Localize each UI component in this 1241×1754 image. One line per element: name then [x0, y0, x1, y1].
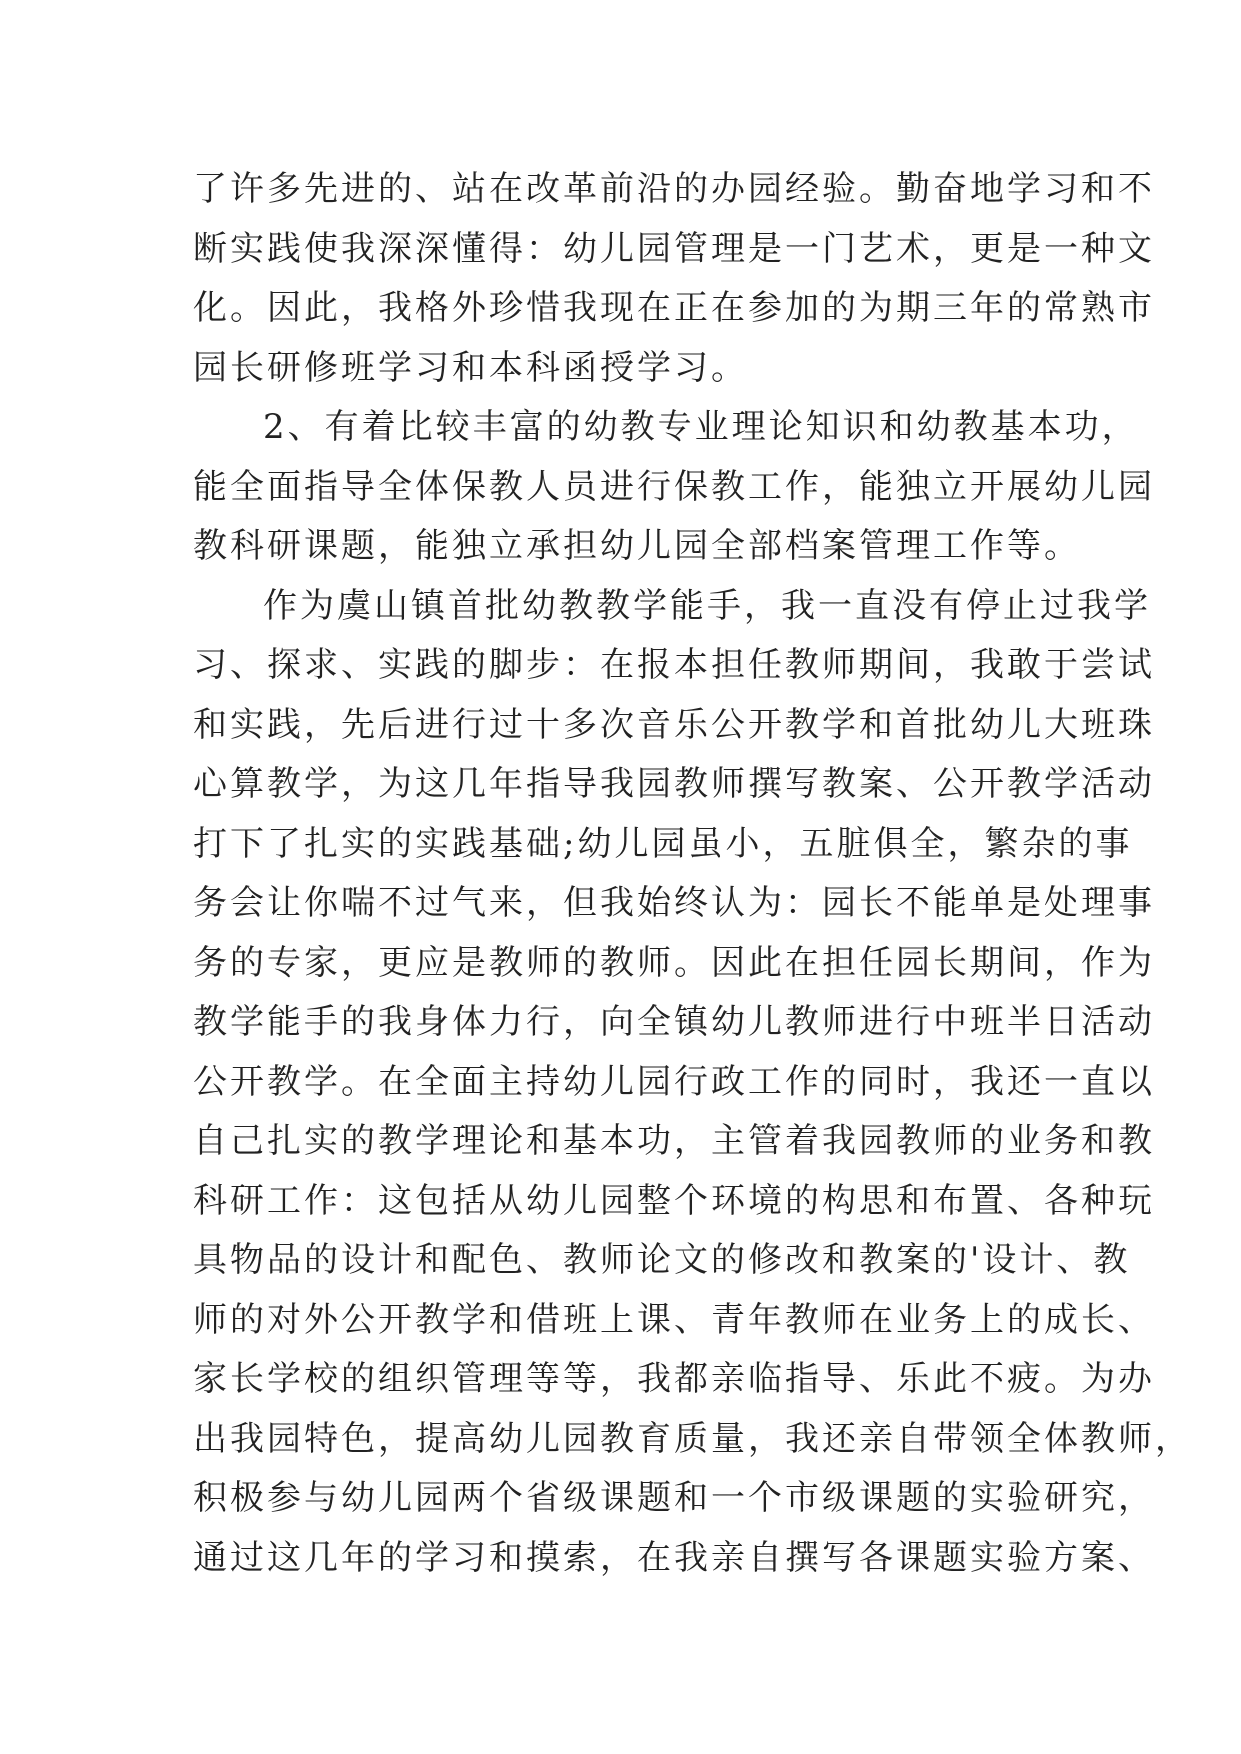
- text-line: 能全面指导全体保教人员进行保教工作，能独立开展幼儿园: [193, 466, 1155, 507]
- text-line: 作为虞山镇首批幼教教学能手，我一直没有停止过我学: [263, 585, 1151, 626]
- text-line: 断实践使我深深懂得：幼儿园管理是一门艺术，更是一种文: [193, 228, 1155, 269]
- text-line: 积极参与幼儿园两个省级课题和一个市级课题的实验研究，: [193, 1478, 1155, 1518]
- text-line: 具物品的设计和配色、教师论文的修改和教案的'设计、教: [193, 1240, 1131, 1280]
- text-line: 园长研修班学习和本科函授学习。: [193, 347, 748, 388]
- text-line: 通过这几年的学习和摸索，在我亲自撰写各课题实验方案、: [193, 1537, 1155, 1578]
- text-line: 出我园特色，提高幼儿园教育质量，我还亲自带领全体教师，: [193, 1418, 1192, 1459]
- text-line: 教学能手的我身体力行，向全镇幼儿教师进行中班半日活动: [193, 1002, 1155, 1042]
- text-line: 教科研课题，能独立承担幼儿园全部档案管理工作等。: [193, 526, 1081, 566]
- text-line: 了许多先进的、站在改革前沿的办园经验。勤奋地学习和不: [193, 169, 1155, 209]
- body-text: [193, 160, 1192, 1588]
- text-line: 心算教学，为这几年指导我园教师撰写教案、公开教学活动: [193, 764, 1155, 804]
- text-line: 公开教学。在全面主持幼儿园行政工作的同时，我还一直以: [193, 1061, 1155, 1102]
- text-line: 化。因此，我格外珍惜我现在正在参加的为期三年的常熟市: [193, 288, 1155, 328]
- text-line: 打下了扎实的实践基础;幼儿园虽小，五脏俱全，繁杂的事: [193, 823, 1133, 864]
- text-line: 自己扎实的教学理论和基本功，主管着我园教师的业务和教: [193, 1121, 1155, 1161]
- text-line: 务会让你喘不过气来，但我始终认为：园长不能单是处理事: [193, 883, 1155, 923]
- text-line: 家长学校的组织管理等等，我都亲临指导、乐此不疲。为办: [193, 1359, 1155, 1399]
- text-line: 2、有着比较丰富的幼教专业理论知识和幼教基本功，: [263, 407, 1139, 447]
- text-line: 科研工作：这包括从幼儿园整个环境的构思和布置、各种玩: [193, 1180, 1155, 1221]
- text-line: 和实践，先后进行过十多次音乐公开教学和首批幼儿大班珠: [193, 704, 1155, 745]
- text-line: 务的专家，更应是教师的教师。因此在担任园长期间，作为: [193, 942, 1155, 983]
- text-line: 师的对外公开教学和借班上课、青年教师在业务上的成长、: [193, 1299, 1155, 1340]
- text-line: 习、探求、实践的脚步：在报本担任教师期间，我敢于尝试: [193, 645, 1155, 685]
